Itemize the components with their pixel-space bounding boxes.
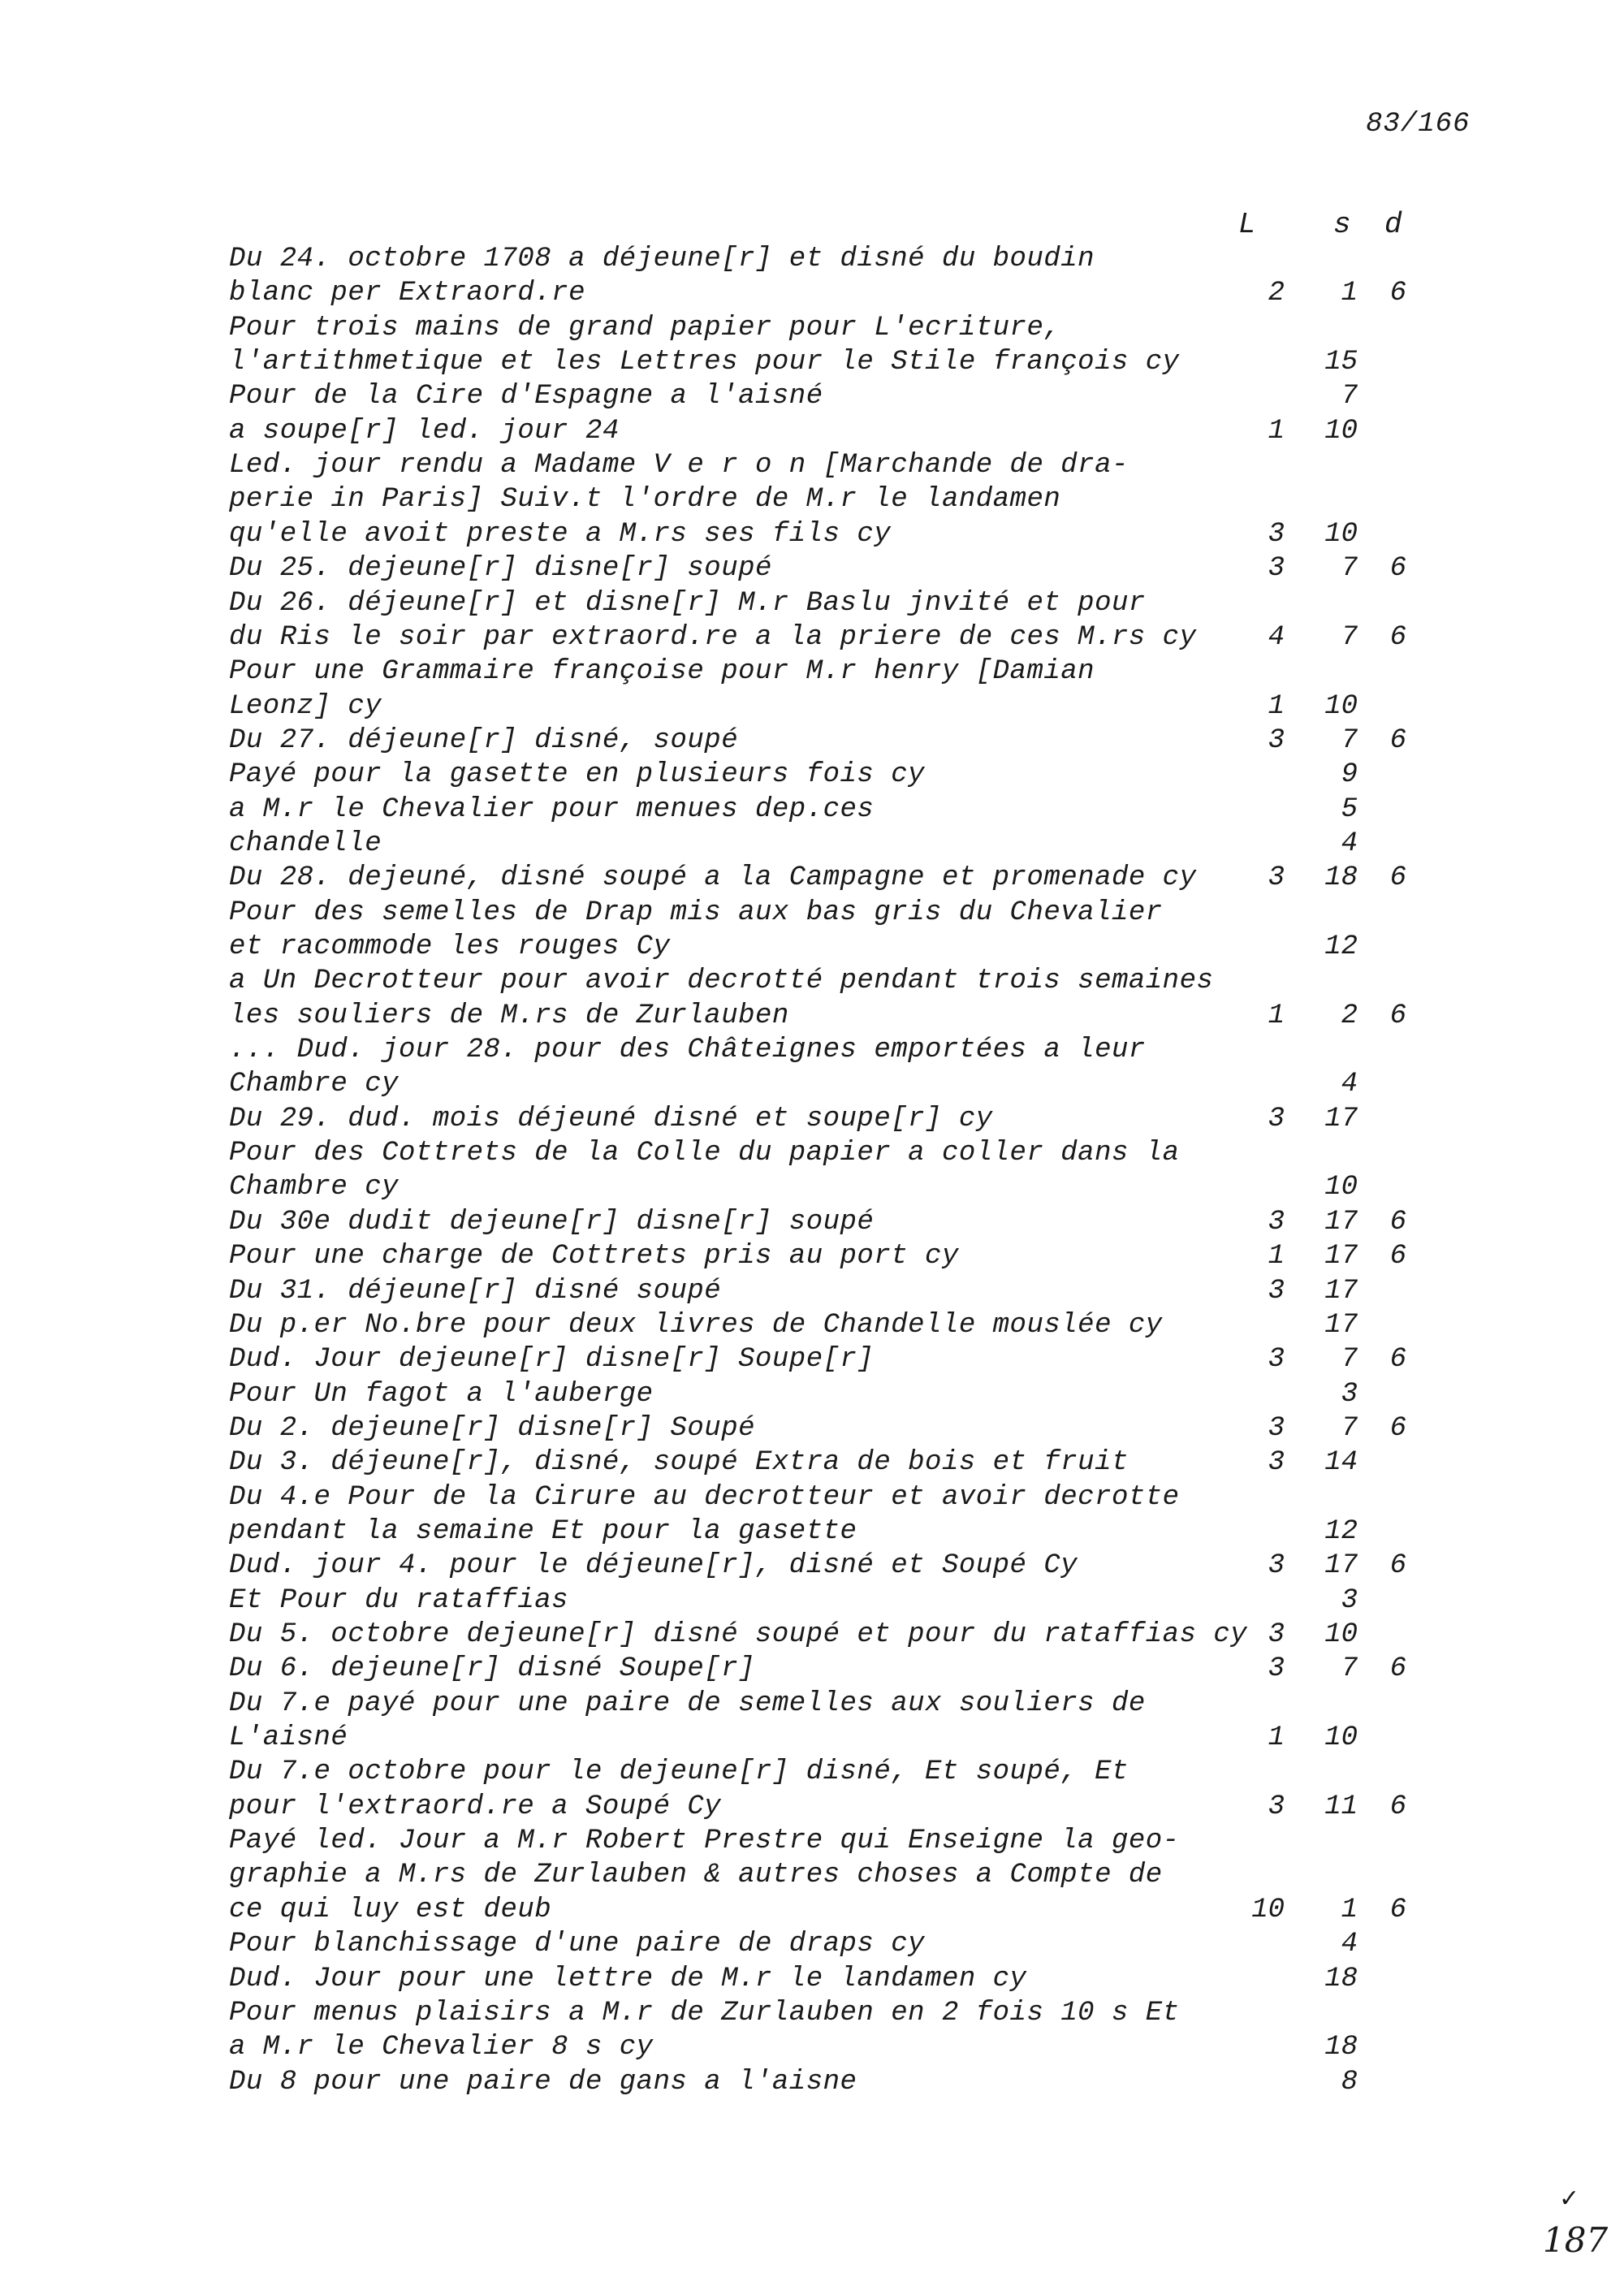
ledger-entry (229, 1550, 1624, 1584)
amount-livres: 3 (1268, 1653, 1285, 1685)
amount-sols: 7 (1341, 1412, 1358, 1444)
amount-sols: 10 (1324, 690, 1358, 722)
ledger-entry (229, 553, 1624, 587)
entry-text: Chambre cy (229, 1069, 400, 1100)
entry-text: Pour menus plaisirs a M.r de Zurlauben en 2 fois 10 s Et (229, 1997, 1180, 2029)
entry-text: Dud. Jour pour une lettre de M.r le landamen cy (229, 1963, 1027, 1994)
ledger-entry (229, 691, 1624, 725)
ledger-entry (229, 931, 1624, 966)
entry-text: Pour une Grammaire françoise pour M.r henry [Damian (229, 656, 1095, 688)
ledger-entry (229, 588, 1624, 622)
amount-sols: 10 (1324, 1172, 1358, 1203)
ledger-entry (229, 1172, 1624, 1206)
ledger-entry (229, 862, 1624, 897)
entry-text: pendant la semaine Et pour la gasette (229, 1515, 857, 1547)
amount-sols: 18 (1324, 862, 1358, 894)
amount-livres: 3 (1268, 1344, 1285, 1376)
ledger-entry (229, 1688, 1624, 1722)
amount-sols: 17 (1324, 1241, 1358, 1273)
ledger-entry (229, 1757, 1624, 1791)
ledger-entry (229, 1929, 1624, 1963)
amount-deniers: 6 (1389, 1653, 1406, 1685)
ledger-entry (229, 278, 1624, 312)
amount-livres: 3 (1268, 518, 1285, 550)
ledger-entry (229, 484, 1624, 518)
entry-text: Led. jour rendu a Madame V e r o n [Marchande de dra- (229, 450, 1129, 482)
ledger-entry (229, 1000, 1624, 1035)
amount-livres: 3 (1268, 1550, 1285, 1582)
amount-sols: 7 (1341, 724, 1358, 756)
ledger-entry (229, 450, 1624, 484)
entry-text: a soupe[r] led. jour 24 (229, 415, 620, 447)
amount-deniers: 6 (1389, 862, 1406, 894)
ledger-entry (229, 1722, 1624, 1757)
amount-sols: 17 (1324, 1550, 1358, 1582)
entry-text: Du 30e dudit dejeune[r] disne[r] soupé (229, 1206, 875, 1238)
ledger-entry (229, 1035, 1624, 1069)
amount-sols: 3 (1341, 1584, 1358, 1616)
entry-text: et racommode les rouges Cy (229, 931, 671, 962)
ledger-entry (229, 2032, 1624, 2066)
entry-text: ... Dud. jour 28. pour des Châteignes emportées a leur (229, 1035, 1146, 1066)
amount-sols: 1 (1341, 1894, 1358, 1925)
ledger-entry (229, 1860, 1624, 1894)
ledger-entry (229, 244, 1624, 278)
amount-sols: 17 (1324, 1206, 1358, 1238)
entry-text: a M.r le Chevalier 8 s cy (229, 2032, 654, 2063)
ledger-entry (229, 725, 1624, 759)
ledger-entry (229, 1138, 1624, 1172)
amount-sols: 4 (1341, 1929, 1358, 1960)
entry-text: Du 27. déjeune[r] disné, soupé (229, 724, 739, 756)
amount-deniers: 6 (1389, 1412, 1406, 1444)
entry-text: Pour blanchissage d'une paire de draps cy (229, 1929, 926, 1960)
entry-text: Du 3. déjeune[r], disné, soupé Extra de bois et fruit (229, 1447, 1129, 1479)
amount-sols: 2 (1341, 1000, 1358, 1031)
ledger-entry (229, 622, 1624, 656)
entry-text: l'artithmetique et les Lettres pour le Stile françois cy (229, 347, 1180, 378)
entry-text: Du 26. déjeune[r] et disne[r] M.r Baslu jnvité et pour (229, 587, 1146, 619)
entry-text: Du 31. déjeune[r] disné soupé (229, 1275, 722, 1307)
entry-text: Pour de la Cire d'Espagne a l'aisné (229, 381, 823, 413)
amount-sols: 18 (1324, 2032, 1358, 2063)
amount-sols: 1 (1341, 278, 1358, 309)
amount-sols: 7 (1341, 621, 1358, 653)
amount-sols: 10 (1324, 518, 1358, 550)
amount-livres: 3 (1268, 724, 1285, 756)
amount-deniers: 6 (1389, 724, 1406, 756)
entry-text: blanc per Extraord.re (229, 278, 585, 309)
amount-deniers: 6 (1389, 553, 1406, 585)
amount-sols: 9 (1341, 759, 1358, 791)
entry-text: Du 28. dejeuné, disné soupé a la Campagne et promenade cy (229, 862, 1197, 894)
entry-text: perie in Paris] Suiv.t l'ordre de M.r le landamen (229, 484, 1061, 516)
amount-livres: 3 (1268, 1275, 1285, 1307)
entry-text: Du p.er No.bre pour deux livres de Chandelle mouslée cy (229, 1309, 1163, 1341)
entry-text: Dud. Jour dejeune[r] disne[r] Soupe[r] (229, 1344, 875, 1376)
amount-sols: 11 (1324, 1791, 1358, 1822)
ledger-entry (229, 1447, 1624, 1481)
entry-text: qu'elle avoit preste a M.rs ses fils cy (229, 518, 892, 550)
amount-sols: 17 (1324, 1309, 1358, 1341)
amount-sols: 4 (1341, 1069, 1358, 1100)
amount-deniers: 6 (1389, 1894, 1406, 1925)
entry-text: L'aisné (229, 1722, 348, 1754)
amount-sols: 10 (1324, 1722, 1358, 1754)
amount-livres: 10 (1251, 1894, 1285, 1925)
ledger-entry (229, 2067, 1624, 2101)
column-header-livres: L (1238, 208, 1256, 241)
amount-sols: 7 (1341, 1653, 1358, 1685)
entry-text: Du 8 pour une paire de gans a l'aisne (229, 2066, 857, 2098)
amount-livres: 3 (1268, 1791, 1285, 1822)
entry-text: ce qui luy est deub (229, 1894, 552, 1925)
amount-sols: 4 (1341, 828, 1358, 859)
column-header-deniers: d (1384, 208, 1402, 241)
amount-deniers: 6 (1389, 621, 1406, 653)
ledger-entry (229, 828, 1624, 862)
ledger-entry (229, 1895, 1624, 1929)
amount-sols: 15 (1324, 347, 1358, 378)
ledger-entry (229, 897, 1624, 931)
ledger-entry (229, 1482, 1624, 1516)
amount-sols: 8 (1341, 2066, 1358, 2098)
ledger-entry (229, 1276, 1624, 1310)
entry-text: a M.r le Chevalier pour menues dep.ces (229, 793, 875, 825)
ledger-entry (229, 1516, 1624, 1550)
entry-text: Dud. jour 4. pour le déjeune[r], disné et Soupé Cy (229, 1550, 1078, 1582)
amount-sols: 18 (1324, 1963, 1358, 1994)
page-number: 83/166 (1366, 109, 1471, 140)
amount-sols: 7 (1341, 553, 1358, 585)
ledger-entry (229, 416, 1624, 450)
ledger-entry (229, 1791, 1624, 1826)
amount-sols: 12 (1324, 931, 1358, 962)
ledger-entry (229, 347, 1624, 381)
entry-text: Du 4.e Pour de la Cirure au decrotteur et avoir decrotte (229, 1481, 1180, 1513)
amount-deniers: 6 (1389, 1344, 1406, 1376)
entry-text: Du 29. dud. mois déjeuné disné et soupe[r] cy (229, 1103, 993, 1134)
amount-sols: 7 (1341, 381, 1358, 413)
ledger-entry (229, 1344, 1624, 1378)
amount-sols: 5 (1341, 793, 1358, 825)
amount-deniers: 6 (1389, 1791, 1406, 1822)
entry-text: Du 2. dejeune[r] disne[r] Soupé (229, 1412, 756, 1444)
column-header-sols: s (1333, 208, 1351, 241)
ledger-entry (229, 1207, 1624, 1241)
entry-text: Pour des Cottrets de la Colle du papier a coller dans la (229, 1138, 1180, 1169)
amount-sols: 12 (1324, 1515, 1358, 1547)
entry-text: Du 25. dejeune[r] disne[r] soupé (229, 553, 772, 585)
ledger-entry (229, 759, 1624, 793)
amount-livres: 3 (1268, 1619, 1285, 1650)
folio-number: 187 (1543, 2220, 1609, 2260)
amount-deniers: 6 (1389, 1000, 1406, 1031)
amount-sols: 10 (1324, 1619, 1358, 1650)
amount-livres: 1 (1268, 1241, 1285, 1273)
entry-text: Du 7.e octobre pour le dejeune[r] disné, Et soupé, Et (229, 1757, 1129, 1788)
entry-text: Leonz] cy (229, 690, 382, 722)
ledger-entry (229, 1069, 1624, 1103)
entry-text: Pour des semelles de Drap mis aux bas gris du Chevalier (229, 897, 1163, 928)
ledger-entry (229, 1379, 1624, 1413)
ledger-entry (229, 1104, 1624, 1138)
amount-sols: 14 (1324, 1447, 1358, 1479)
amount-livres: 1 (1268, 1000, 1285, 1031)
ledger-entry (229, 1413, 1624, 1447)
amount-livres: 3 (1268, 1103, 1285, 1134)
amount-deniers: 6 (1389, 1241, 1406, 1273)
amount-deniers: 6 (1389, 1550, 1406, 1582)
entry-text: les souliers de M.rs de Zurlauben (229, 1000, 789, 1031)
ledger-entry (229, 381, 1624, 415)
ledger-entry (229, 1826, 1624, 1860)
amount-livres: 3 (1268, 862, 1285, 894)
amount-sols: 3 (1341, 1378, 1358, 1410)
amount-livres: 1 (1268, 690, 1285, 722)
entry-text: Pour trois mains de grand papier pour L'ecriture, (229, 312, 1061, 344)
ledger-entry (229, 1998, 1624, 2032)
entry-text: chandelle (229, 828, 382, 859)
entry-text: Et Pour du rataffias (229, 1584, 569, 1616)
amount-livres: 3 (1268, 553, 1285, 585)
entry-text: a Un Decrotteur pour avoir decrotté pendant trois semaines (229, 966, 1214, 997)
entry-text: Du 6. dejeune[r] disné Soupe[r] (229, 1653, 756, 1685)
amount-livres: 3 (1268, 1447, 1285, 1479)
entry-text: Du 24. octobre 1708 a déjeune[r] et disné du boudin (229, 244, 1095, 274)
ledger-entry (229, 656, 1624, 690)
entry-text: Du 7.e payé pour une paire de semelles aux souliers de (229, 1687, 1146, 1719)
entry-text: Pour Un fagot a l'auberge (229, 1378, 654, 1410)
entry-text: graphie a M.rs de Zurlauben & autres choses a Compte de (229, 1860, 1163, 1891)
entry-text: pour l'extraord.re a Soupé Cy (229, 1791, 722, 1822)
entry-text: Payé led. Jour a M.r Robert Prestre qui Enseigne la geo- (229, 1826, 1180, 1857)
ledger-entry (229, 1964, 1624, 1998)
amount-deniers: 6 (1389, 278, 1406, 309)
check-mark: ✓ (1559, 2184, 1580, 2213)
ledger-entry (229, 1585, 1624, 1619)
entry-text: Chambre cy (229, 1172, 400, 1203)
ledger-entry (229, 1653, 1624, 1687)
ledger-entry (229, 1619, 1624, 1653)
amount-sols: 10 (1324, 415, 1358, 447)
ledger-entry (229, 1310, 1624, 1344)
amount-sols: 7 (1341, 1344, 1358, 1376)
ledger-entry (229, 519, 1624, 553)
amount-livres: 1 (1268, 415, 1285, 447)
ledger-entry (229, 794, 1624, 828)
entry-text: Pour une charge de Cottrets pris au port cy (229, 1241, 959, 1273)
ledger-entry (229, 1241, 1624, 1275)
amount-livres: 3 (1268, 1412, 1285, 1444)
entry-text: Payé pour la gasette en plusieurs fois cy (229, 759, 926, 791)
entry-text: Du 5. octobre dejeune[r] disné soupé et pour du rataffias cy (229, 1619, 1248, 1650)
amount-livres: 1 (1268, 1722, 1285, 1754)
amount-livres: 2 (1268, 278, 1285, 309)
amount-deniers: 6 (1389, 1206, 1406, 1238)
ledger-entry (229, 313, 1624, 347)
entry-text: du Ris le soir par extraord.re a la priere de ces M.rs cy (229, 621, 1197, 653)
amount-livres: 3 (1268, 1206, 1285, 1238)
amount-sols: 17 (1324, 1103, 1358, 1134)
ledger-entry (229, 966, 1624, 1000)
amount-livres: 4 (1268, 621, 1285, 653)
amount-sols: 17 (1324, 1275, 1358, 1307)
